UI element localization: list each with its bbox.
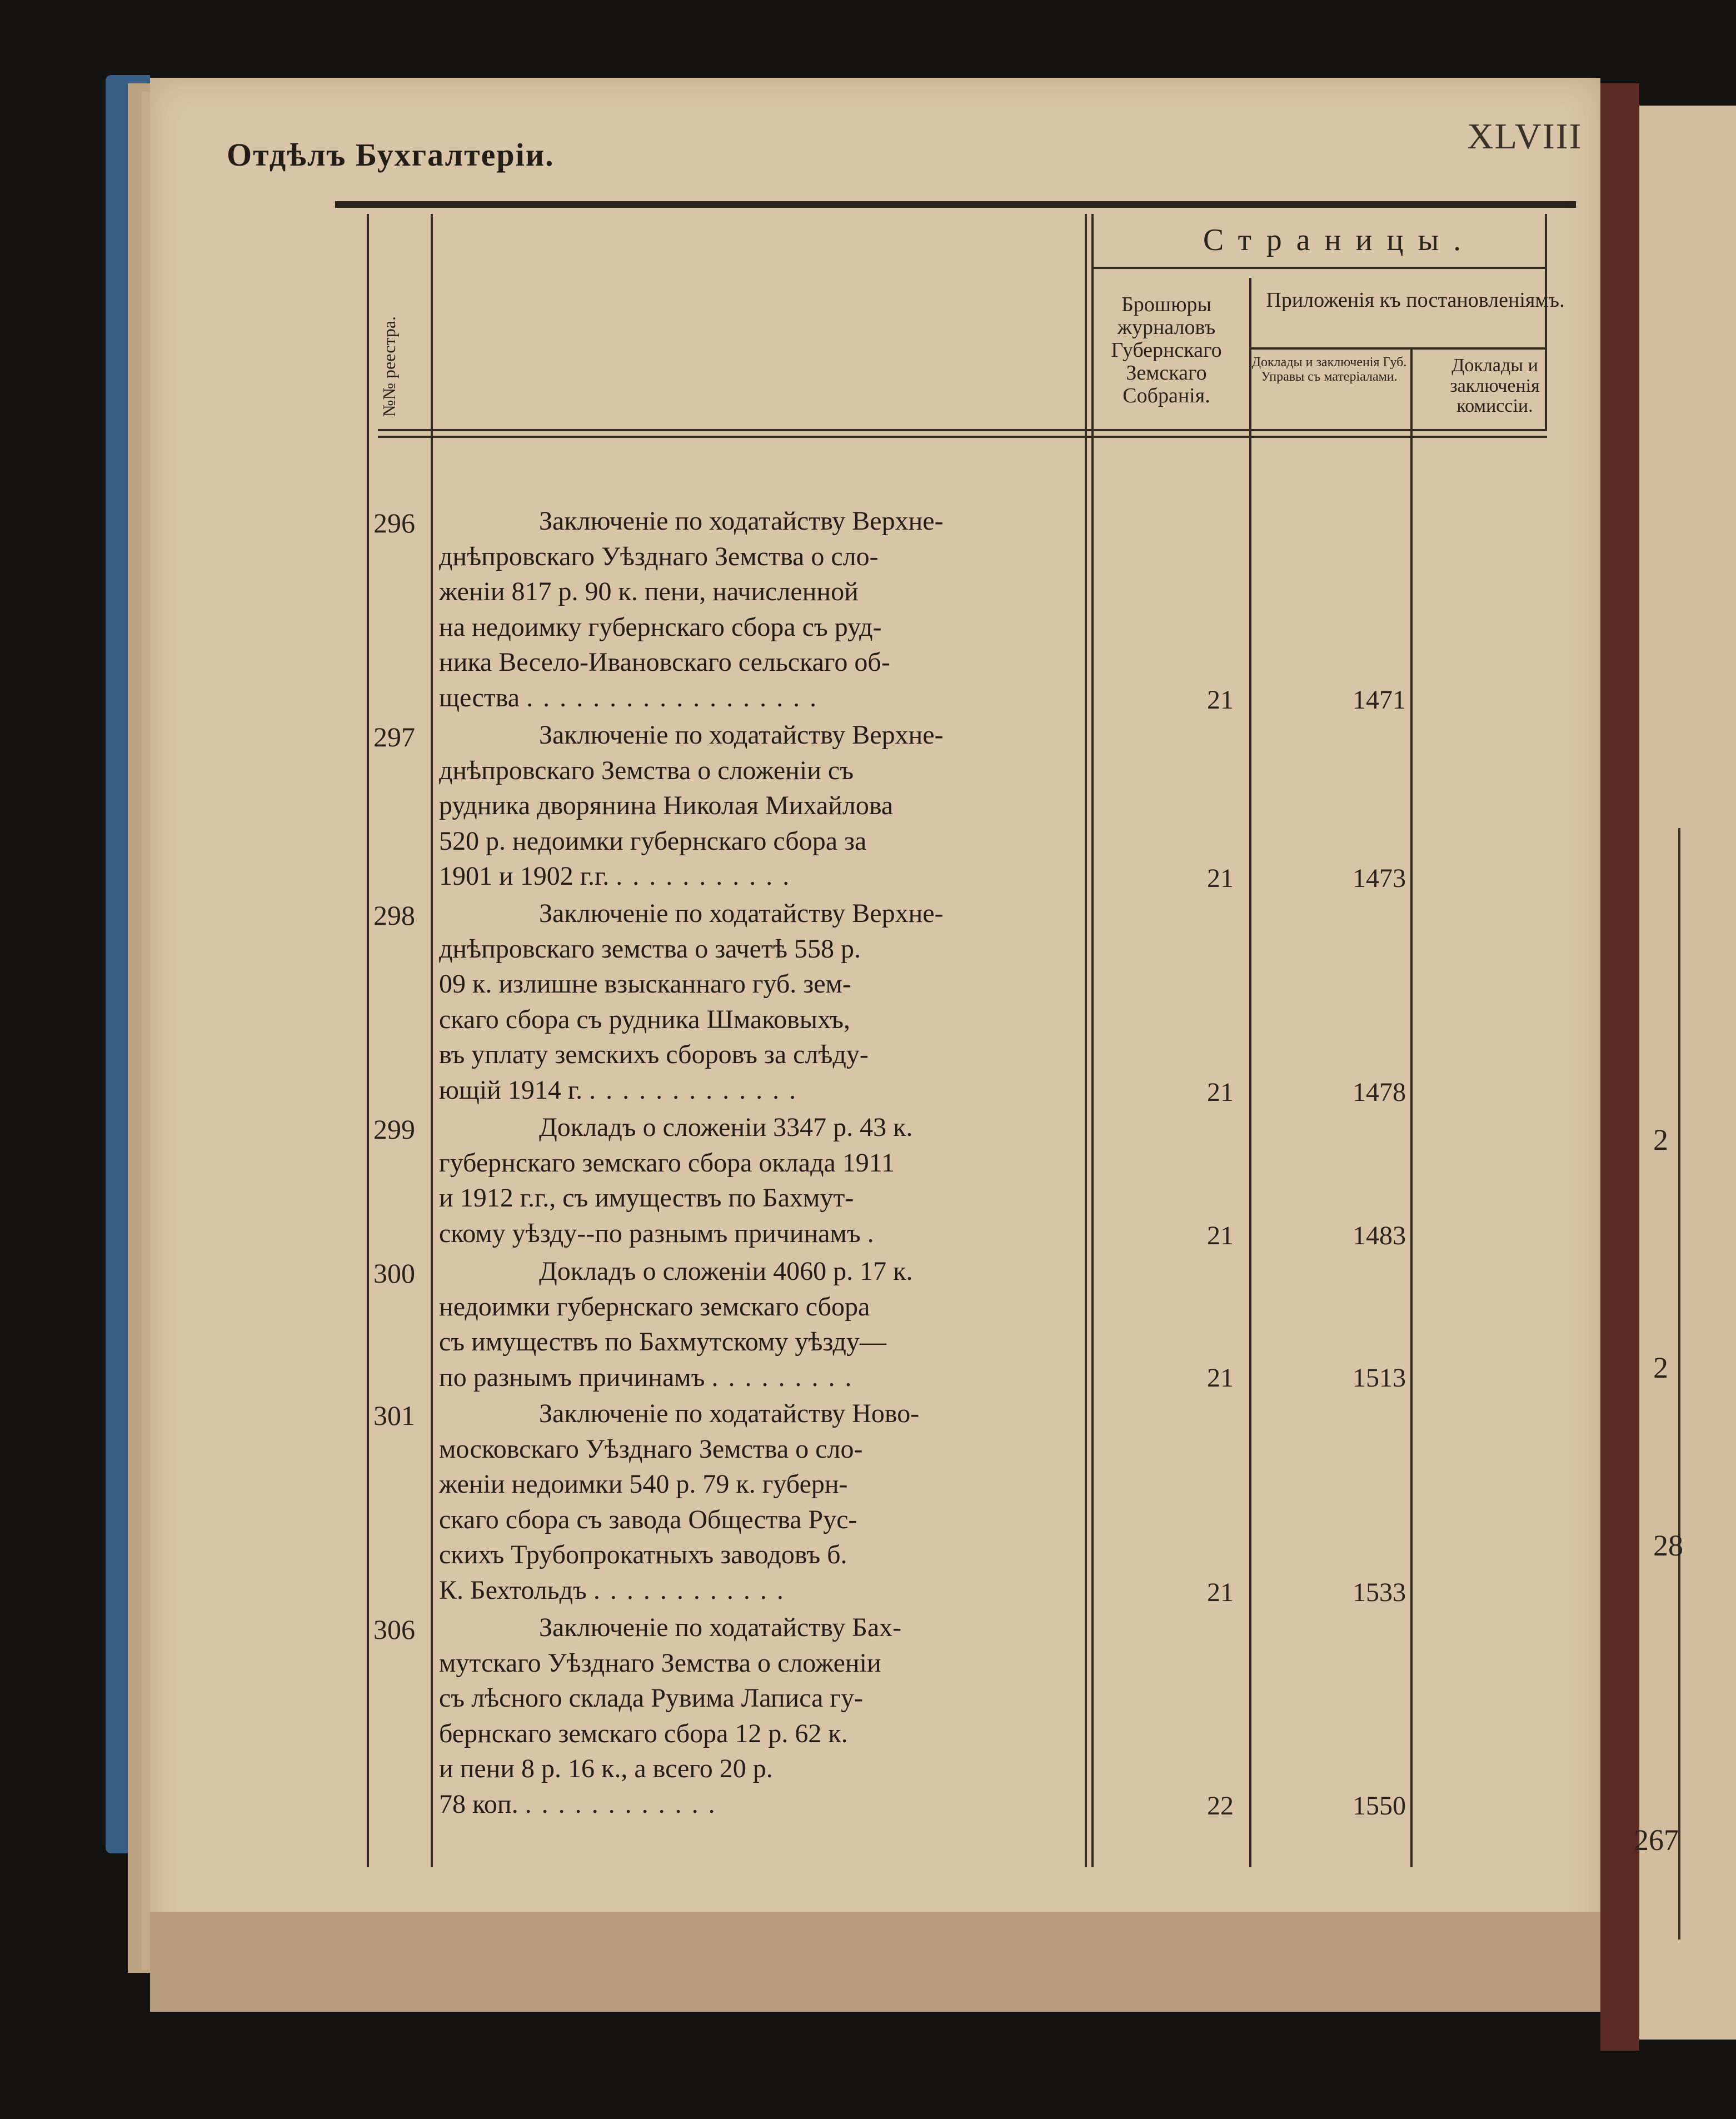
entry-text <box>439 717 1084 894</box>
brochures-heading: Брошюры журналовъ Губернскаго Земскаго Собранія. <box>1111 293 1222 408</box>
brochure-page: 21 <box>1207 1221 1234 1250</box>
header-rule <box>335 201 1576 208</box>
text-column-rule <box>1085 214 1087 1867</box>
section-title: Отдѣлъ Бухгалтеріи. <box>227 137 555 173</box>
entry-line: Заключеніе по ходатайству Бах- <box>539 1613 902 1642</box>
appendix-page: 1533 <box>1353 1578 1406 1607</box>
registry-column-heading: №№ реестра. <box>379 316 399 417</box>
registry-number: 298 <box>373 900 415 931</box>
entry-line: 520 р. недоимки губернскаго сбора за <box>439 826 867 856</box>
entry-line: недоимки губернскаго земскаго сбора <box>439 1292 870 1322</box>
uprava-reports-heading: Доклады и заключенія Губ. Управы съ матеріалами. <box>1251 355 1407 384</box>
book-spine <box>1600 83 1639 2051</box>
entry-line: на недоимку губернскаго сбора съ руд- <box>439 612 882 642</box>
entry-text <box>439 1254 1084 1395</box>
entry-line: ющій 1914 г. <box>439 1075 583 1105</box>
registry-number: 299 <box>373 1114 415 1145</box>
brochure-page: 21 <box>1207 1578 1234 1607</box>
registry-number: 300 <box>373 1258 415 1289</box>
registry-number: 296 <box>373 507 415 539</box>
entry-line: 09 к. излишне взысканнаго губ. зем- <box>439 969 851 999</box>
entry-line: женіи недоимки 540 р. 79 к. губерн- <box>439 1469 848 1499</box>
header-bottom-rule <box>378 429 1547 431</box>
entry-line: Докладъ о сложеніи 4060 р. 17 к. <box>539 1257 913 1286</box>
entry-line: и 1912 г.г., съ имуществъ по Бахмут- <box>439 1183 854 1213</box>
adjacent-number: 267 <box>1634 1823 1679 1857</box>
page-number: XLVIII <box>1467 116 1583 157</box>
dot-leader: ............. <box>589 1075 806 1105</box>
entry-line: скому уѣзду--по разнымъ причинамъ . <box>439 1218 874 1248</box>
entry-line: Заключеніе по ходатайству Верхне- <box>539 720 944 750</box>
adjacent-number: 2 <box>1653 1351 1668 1384</box>
entry-line: щества <box>439 682 520 712</box>
brochure-page: 21 <box>1207 1078 1234 1107</box>
registry-column-rule <box>431 214 433 1867</box>
entry-line: Заключеніе по ходатайству Ново- <box>539 1399 920 1428</box>
registry-number: 301 <box>373 1400 415 1431</box>
entry-text <box>439 896 1084 1108</box>
appendix-page: 1471 <box>1353 685 1406 715</box>
dot-leader: ............ <box>593 1575 794 1605</box>
entry-line: ника Весело-Ивановскаго сельскаго об- <box>439 647 890 677</box>
entry-line: по разнымъ причинамъ <box>439 1362 705 1392</box>
brochure-page: 21 <box>1207 685 1234 715</box>
entry-line: бернскаго земскаго сбора 12 р. 62 к. <box>439 1718 848 1748</box>
appendix-column-rule <box>1410 347 1413 1867</box>
entry-line: съ лѣсного склада Рувима Лаписа гу- <box>439 1683 864 1713</box>
table-border-left <box>367 214 369 1867</box>
entry-line: въ уплату земскихъ сборовъ за слѣду- <box>439 1040 869 1069</box>
adjacent-page <box>1634 106 1736 2040</box>
dot-leader: .................. <box>526 682 827 712</box>
header-divider <box>1091 267 1547 269</box>
entry-line: днѣпровскаго Земства о сложеніи съ <box>439 755 854 785</box>
entry-line: Заключеніе по ходатайству Верхне- <box>539 506 944 536</box>
entry-text <box>439 1110 1084 1251</box>
entry-line: губернскаго земскаго сбора оклада 1911 <box>439 1148 895 1178</box>
entry-line: Докладъ о сложеніи 3347 р. 43 к. <box>539 1113 913 1142</box>
entry-line: женіи 817 р. 90 к. пени, начисленной <box>439 577 859 606</box>
appendix-page: 1473 <box>1353 864 1406 893</box>
appendices-heading: Приложенія къ постановленіямъ. <box>1266 288 1565 312</box>
entry-line: мутскаго Уѣзднаго Земства о сложеніи <box>439 1648 881 1678</box>
brochure-page: 22 <box>1207 1791 1234 1821</box>
brochure-page: 21 <box>1207 864 1234 893</box>
appendix-page: 1550 <box>1353 1791 1406 1821</box>
entry-line: съ имуществъ по Бахмутскому уѣзду— <box>439 1327 886 1357</box>
adjacent-number: 28 <box>1653 1529 1683 1562</box>
appendix-page: 1513 <box>1353 1363 1406 1393</box>
entry-line: 1901 и 1902 г.г. <box>439 861 610 891</box>
entry-text <box>439 1610 1084 1822</box>
header-bottom-rule <box>378 436 1547 438</box>
entry-line: днѣпровскаго Уѣзднаго Земства о сло- <box>439 541 879 571</box>
appendix-page: 1478 <box>1353 1078 1406 1107</box>
pages-heading: Страницы. <box>1203 223 1476 257</box>
entry-line: и пени 8 р. 16 к., а всего 20 р. <box>439 1754 773 1783</box>
entry-line: скаго сбора съ рудника Шмаковыхъ, <box>439 1004 851 1034</box>
adjacent-rule <box>1678 828 1680 1939</box>
registry-number: 297 <box>373 721 415 752</box>
commission-reports-heading: Доклады и заключенія комиссіи. <box>1450 355 1540 417</box>
entry-line: К. Бехтольдъ <box>439 1575 587 1605</box>
text-column-rule <box>1091 214 1094 1867</box>
dot-leader: ........... <box>616 861 800 891</box>
entry-line: Заключеніе по ходатайству Верхне- <box>539 899 944 928</box>
dot-leader: ......... <box>711 1362 862 1392</box>
dot-leader: ............ <box>525 1789 725 1819</box>
entry-line: скаго сбора съ завода Общества Рус- <box>439 1504 857 1534</box>
entry-text <box>439 503 1084 715</box>
entry-line: днѣпровскаго земства о зачетѣ 558 р. <box>439 934 861 964</box>
brochure-column-rule <box>1249 278 1251 1867</box>
appendix-page: 1483 <box>1353 1221 1406 1250</box>
entry-line: рудника дворянина Николая Михайлова <box>439 791 894 820</box>
entry-text <box>439 1396 1084 1608</box>
registry-number: 306 <box>373 1614 415 1645</box>
worn-page-edge <box>150 1912 1600 2012</box>
entry-line: скихъ Трубопрокатныхъ заводовъ б. <box>439 1540 847 1569</box>
entry-line: московскаго Уѣзднаго Земства о сло- <box>439 1434 863 1464</box>
header-divider <box>1250 347 1547 350</box>
adjacent-number: 2 <box>1653 1123 1668 1156</box>
brochure-page: 21 <box>1207 1363 1234 1393</box>
entry-line: 78 коп. <box>439 1789 518 1819</box>
